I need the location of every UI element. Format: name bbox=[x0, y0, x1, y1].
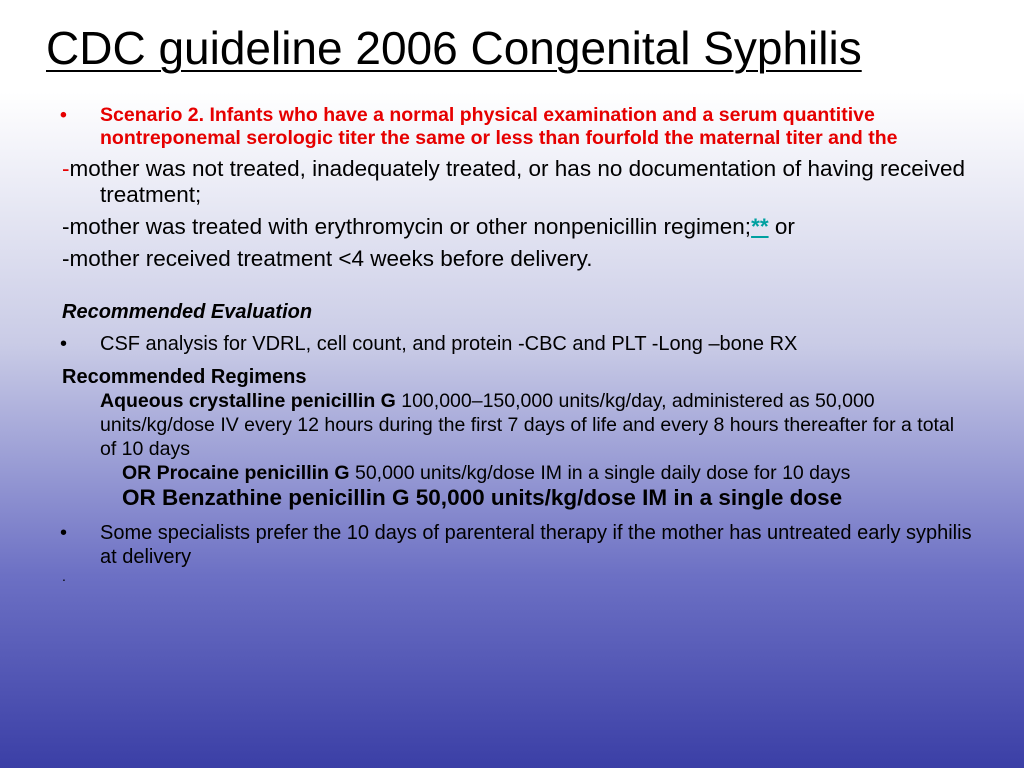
condition-or: or bbox=[774, 214, 795, 239]
regimen-procaine-text: 50,000 units/kg/dose IM in a single daily dose for 10 days bbox=[349, 462, 851, 484]
footnote-link[interactable]: ** bbox=[751, 214, 769, 239]
regimen-aqueous bbox=[62, 389, 972, 461]
condition-erythromycin bbox=[62, 214, 972, 240]
slide-body bbox=[62, 104, 972, 583]
scenario-bullet: • Scenario 2. Infants who have a normal physical examination and a serum quantitive nontreponemal serologic titer the same or less than fourfold the maternal titer and the bbox=[62, 104, 972, 150]
evaluation-bullet: • CSF analysis for VDRL, cell count, and protein -CBC and PLT -Long –bone RX bbox=[62, 332, 972, 356]
regimen-procaine bbox=[62, 461, 972, 485]
regimen-aqueous-text: 100,000–150,000 units/kg/day, administered as 50,000 units/kg/dose IV every 12 hours during the first 7 days of life and every 8 hours thereafter for a total of 10 days bbox=[100, 390, 955, 460]
regimens-heading: Recommended Regimens bbox=[62, 366, 307, 388]
regimen-procaine-drug: OR Procaine penicillin G bbox=[122, 462, 350, 484]
trailing-dot: . bbox=[62, 568, 66, 584]
condition-untreated-text: mother was not treated, inadequately treated, or has no documentation of having received treatment; bbox=[69, 156, 966, 207]
specialist-note-bullet: • Some specialists prefer the 10 days of parenteral therapy if the mother has untreated early syphilis at delivery bbox=[62, 521, 972, 569]
regimen-aqueous-drug: Aqueous crystalline penicillin G bbox=[100, 390, 396, 412]
regimen-benzathine-text: OR Benzathine penicillin G 50,000 units/kg/dose IM in a single dose bbox=[122, 485, 843, 510]
regimen-benzathine bbox=[62, 485, 972, 511]
evaluation-heading: Recommended Evaluation bbox=[62, 301, 313, 323]
slide-title: CDC guideline 2006 Congenital Syphilis bbox=[46, 22, 862, 74]
condition-untreated bbox=[62, 156, 972, 208]
condition-late-treatment: -mother received treatment <4 weeks before delivery. bbox=[62, 246, 593, 271]
red-dash: - bbox=[62, 156, 70, 181]
condition-erythromycin-text: -mother was treated with erythromycin or other nonpenicillin regimen; bbox=[62, 214, 752, 239]
